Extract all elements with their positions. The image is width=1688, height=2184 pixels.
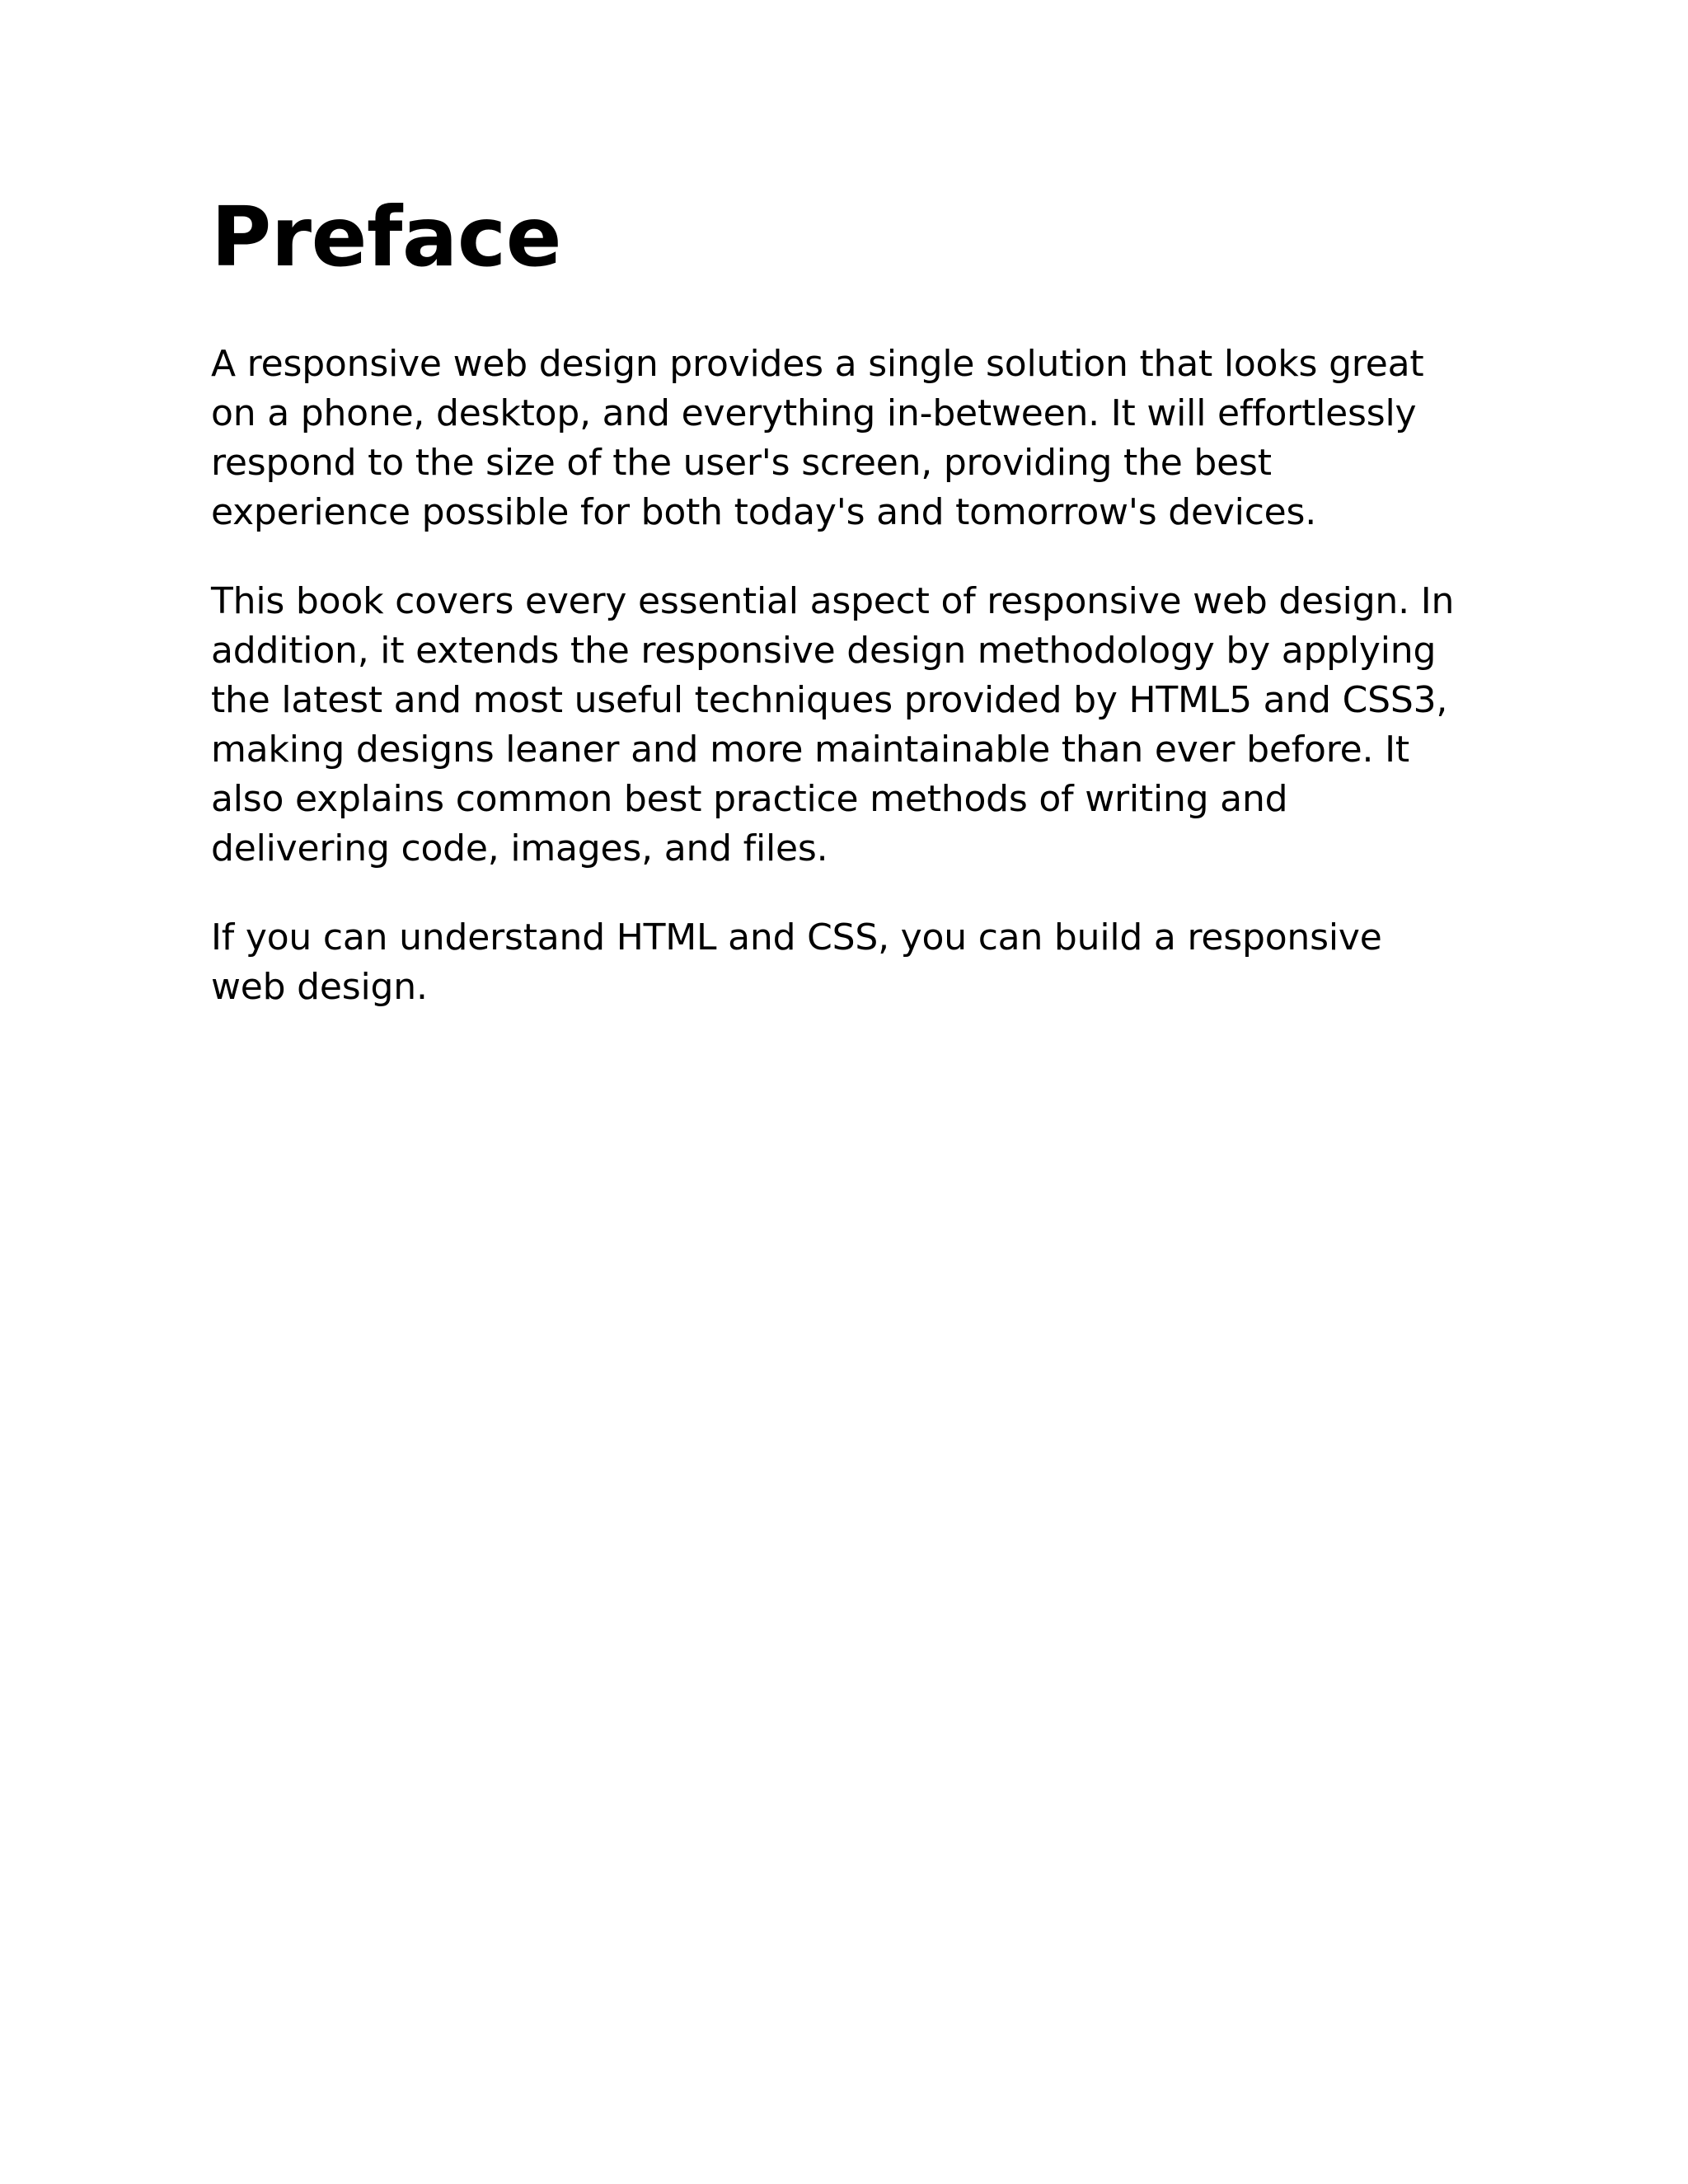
paragraph-2-line-1: This book covers every essential aspect of responsive web design. In xyxy=(211,580,1455,622)
paragraph-1-line-3: respond to the size of the user's screen, providing the best xyxy=(211,442,1272,484)
paragraph-2-line-5: also explains common best practice methods of writing and xyxy=(211,778,1288,820)
paragraph-2-line-2: addition, it extends the responsive design methodology by applying xyxy=(211,630,1437,672)
page-title: Preface xyxy=(211,189,562,285)
paragraph-1-line-4: experience possible for both today's and tomorrow's devices. xyxy=(211,491,1317,533)
document-page xyxy=(211,188,1497,1052)
paragraph-3 xyxy=(211,913,1497,1012)
paragraph-1-line-1: A responsive web design provides a single solution that looks great xyxy=(211,343,1424,385)
paragraph-3-line-1: If you can understand HTML and CSS, you can build a responsive xyxy=(211,916,1382,958)
paragraph-2 xyxy=(211,577,1497,874)
paragraph-2-line-4: making designs leaner and more maintainable than ever before. It xyxy=(211,729,1409,771)
paragraph-2-line-3: the latest and most useful techniques provided by HTML5 and CSS3, xyxy=(211,679,1448,721)
preface-content xyxy=(211,340,1497,1012)
paragraph-1 xyxy=(211,340,1497,537)
paragraph-3-line-2: web design. xyxy=(211,966,428,1008)
paragraph-2-line-6: delivering code, images, and files. xyxy=(211,827,828,869)
paragraph-1-line-2: on a phone, desktop, and everything in-between. It will effortlessly xyxy=(211,392,1417,434)
